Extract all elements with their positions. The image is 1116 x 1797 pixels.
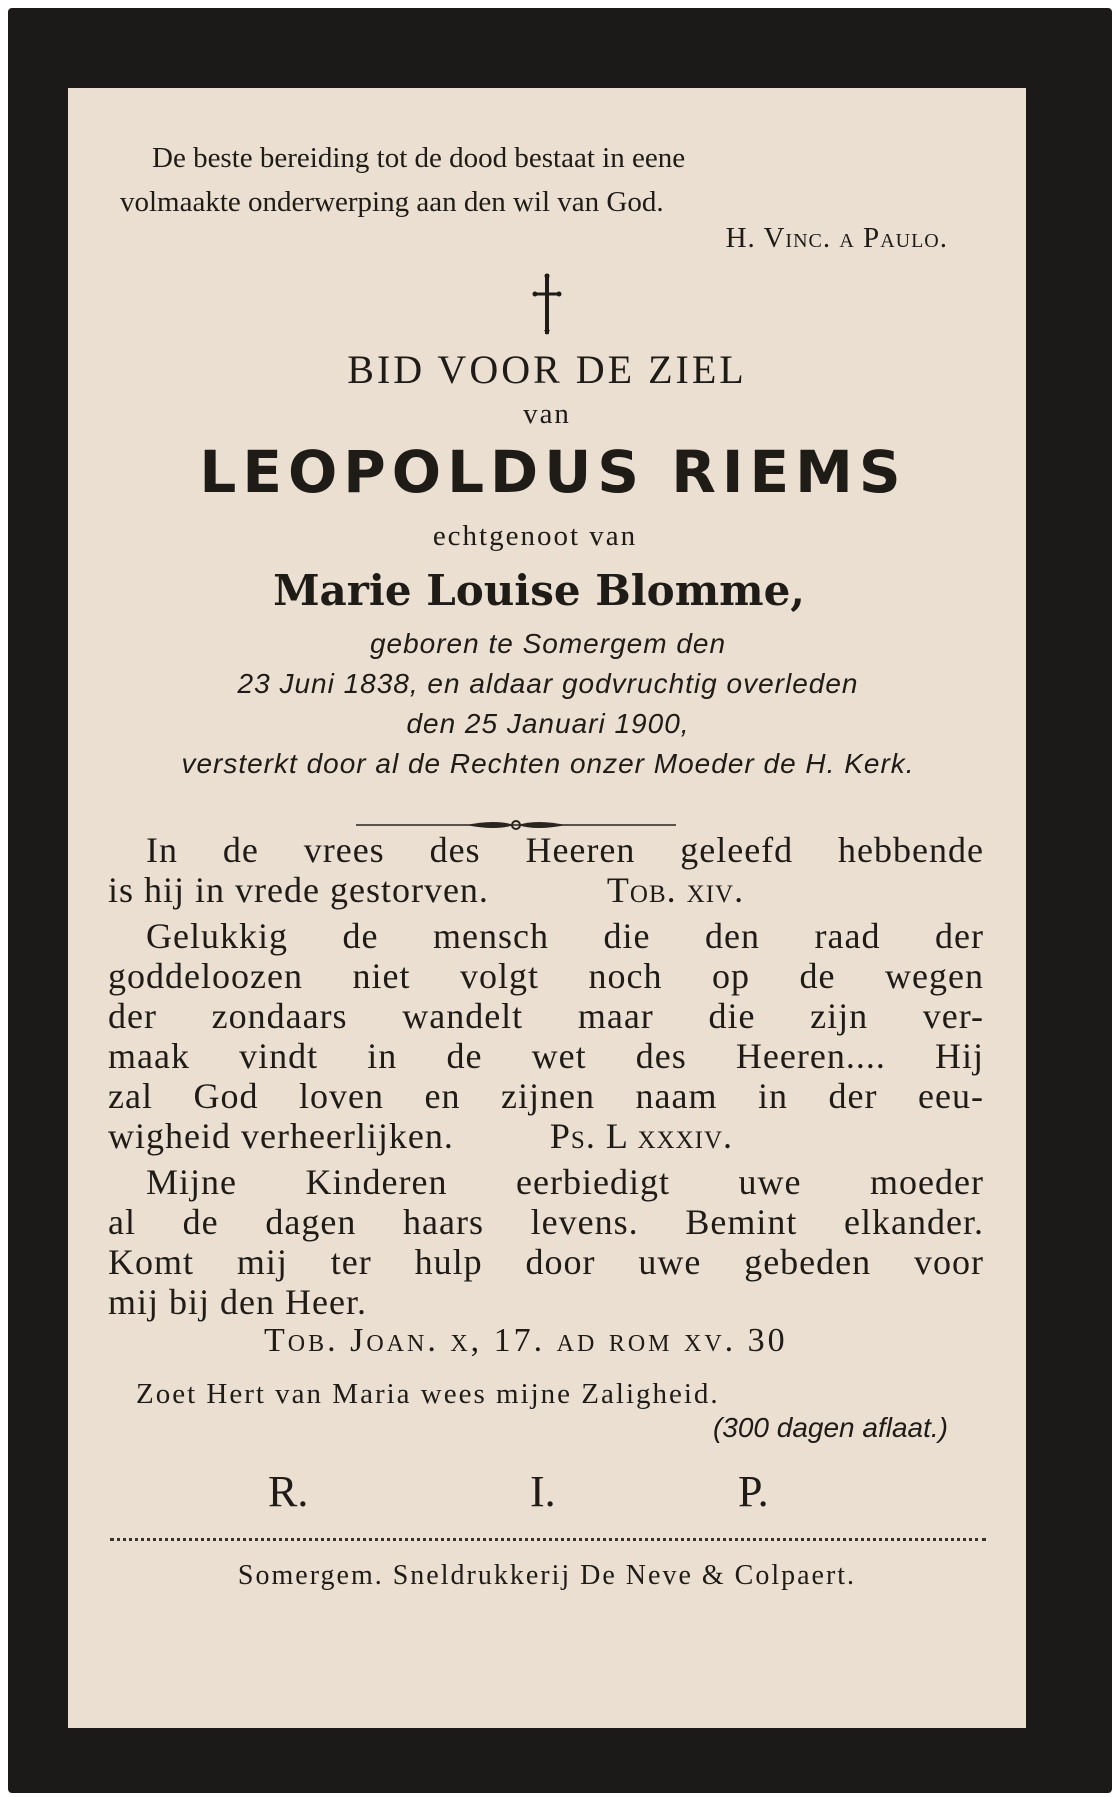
deceased-name: LEOPOLDUS RIEMS xyxy=(199,438,907,506)
mourning-card xyxy=(8,8,1112,1793)
paragraph-1 xyxy=(108,830,984,910)
reference: Tob. xiv. xyxy=(606,870,745,910)
detail-line: den 25 Januari 1900, xyxy=(406,708,690,739)
text-line: In de vrees des Heeren geleefd hebbende xyxy=(146,830,984,870)
detail-line: versterkt door al de Rechten onzer Moeder de H. Kerk. xyxy=(181,748,915,779)
card-paper xyxy=(68,88,1026,1728)
epigraph-line-2: volmaakte onderwerping aan den wil van God. xyxy=(120,186,664,218)
epigraph-attribution: H. Vinc. a Paulo. xyxy=(725,222,948,254)
text-line: goddeloozen niet volgt noch op de wegen xyxy=(108,956,984,996)
rip-letter: R. xyxy=(268,1467,309,1516)
reference: Ps. L xxxiv. xyxy=(549,1116,734,1156)
indulgence-note: (300 dagen aflaat.) xyxy=(712,1412,948,1443)
rip-letter: I. xyxy=(530,1467,556,1516)
text-line: zal God loven en zijnen naam in der eeu- xyxy=(108,1076,984,1116)
text-line: maak vindt in de wet des Heeren.... Hij xyxy=(108,1036,984,1076)
text-line xyxy=(108,870,984,910)
rip-letter: P. xyxy=(738,1467,769,1516)
spouse-name: Marie Louise Blomme, xyxy=(273,566,805,615)
prayer-text: Zoet Hert van Maria wees mijne Zaligheid. xyxy=(136,1378,720,1410)
van-label: van xyxy=(523,398,571,430)
paragraph-2 xyxy=(108,916,984,1156)
text-line-content: is hij in vrede gestorven. xyxy=(108,870,489,910)
dotted-divider xyxy=(110,1538,986,1541)
scripture-text xyxy=(108,830,984,1328)
epigraph-line-1: De beste bereiding tot de dood bestaat in eene xyxy=(152,142,686,174)
text-line: al de dagen haars levens. Bemint elkander. xyxy=(108,1202,984,1242)
pray-heading: BID VOOR DE ZIEL xyxy=(347,347,747,392)
paragraph-3 xyxy=(108,1162,984,1322)
text-line xyxy=(108,1116,984,1156)
scripture-references: Tob. Joan. x, 17. ad rom xv. 30 xyxy=(264,1322,788,1359)
detail-line: 23 Juni 1838, en aldaar godvruchtig overleden xyxy=(237,668,859,699)
text-line: der zondaars wandelt maar die zijn ver- xyxy=(108,996,984,1036)
detail-line: geboren te Somergem den xyxy=(369,628,727,659)
epigraph xyxy=(120,136,986,224)
latin-cross-icon xyxy=(532,272,562,336)
life-details xyxy=(108,624,988,784)
text-line: Komt mij ter hulp door uwe gebeden voor xyxy=(108,1242,984,1282)
text-line: Mijne Kinderen eerbiedigt uwe moeder xyxy=(146,1162,984,1202)
text-line: Gelukkig de mensch die den raad der xyxy=(146,916,984,956)
text-line-content: wigheid verheerlijken. xyxy=(108,1116,454,1156)
text-line: mij bij den Heer. xyxy=(108,1282,367,1322)
printer-credit: Somergem. Sneldrukkerij De Neve & Colpaert. xyxy=(237,1560,857,1591)
spouse-intro: echtgenoot van xyxy=(432,520,638,552)
